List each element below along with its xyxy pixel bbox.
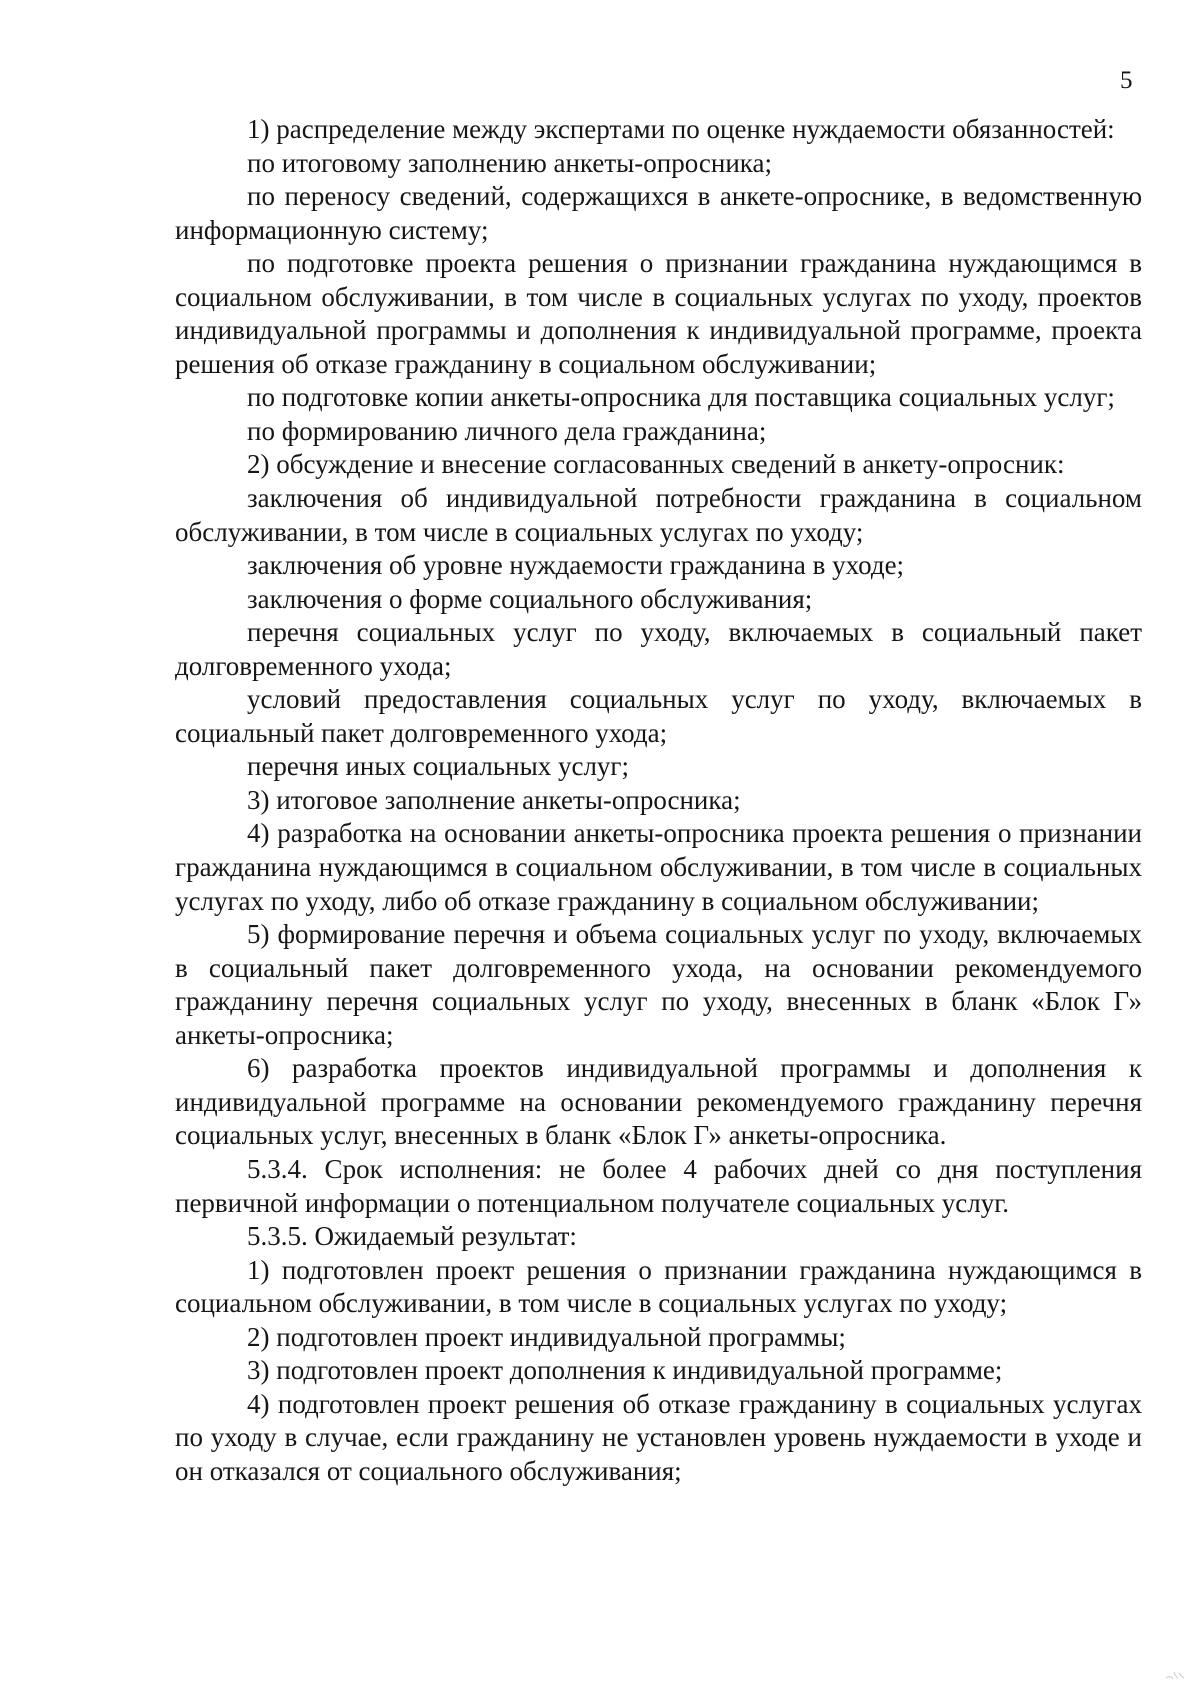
paragraph-3: по переносу сведений, содержащихся в анкете-опроснике, в ведомственную информационную систему; xyxy=(175,181,1142,245)
paragraph-16: 5) формирование перечня и объема социальных услуг по уходу, включаемых в социальный пакет долговременного ухода, на основании рекомендуемого гражданину перечня социальных услуг по уходу, внесенных в бланк «Блок Г» анкеты-опросника; xyxy=(175,919,1142,1050)
paragraph-6: по формированию личного дела гражданина; xyxy=(247,415,767,446)
paragraph-20: 1) подготовлен проект решения о признании гражданина нуждающимся в социальном обслуживании, в том числе в социальных услугах по уходу; xyxy=(175,1254,1142,1319)
paragraph-9: заключения об уровне нуждаемости гражданина в уходе; xyxy=(247,550,905,581)
paragraph-21: 2) подготовлен проект индивидуальной программы; xyxy=(247,1321,846,1352)
paragraph-18: 5.3.4. Срок исполнения: не более 4 рабочих дней со дня поступления первичной информации о потенциальном получателе социальных услуг. xyxy=(175,1153,1142,1218)
paragraph-1: 1) распределение между экспертами по оценке нуждаемости обязанностей: xyxy=(247,114,1115,144)
paragraph-2: по итоговому заполнению анкеты-опросника; xyxy=(247,147,772,178)
paragraph-10: заключения о форме социального обслуживания; xyxy=(247,583,813,614)
paragraph-19: 5.3.5. Ожидаемый результат: xyxy=(247,1221,577,1252)
paragraph-7: 2) обсуждение и внесение согласованных сведений в анкету-опросник: xyxy=(247,449,1065,480)
paragraph-14: 3) итоговое заполнение анкеты-опросника; xyxy=(247,784,741,815)
paragraph-4: по подготовке проекта решения о признании гражданина нуждающимся в социальном обслуживании, в том числе в социальных услугах по уходу, проектов индивидуальной программы и дополнения к индивидуальной программе, проекта решения об отказе гражданину в социальном обслуживании; xyxy=(175,248,1142,379)
paragraph-17: 6) разработка проектов индивидуальной программы и дополнения к индивидуальной программе на основании рекомендуемого гражданину перечня социальных услуг, внесенных в бланк «Блок Г» анкеты-опросника. xyxy=(175,1053,1142,1151)
paragraph-22: 3) подготовлен проект дополнения к индивидуальной программе; xyxy=(247,1355,1003,1386)
paragraph-13: перечня иных социальных услуг; xyxy=(247,751,629,782)
paragraph-8: заключения об индивидуальной потребности гражданина в социальном обслуживании, в том числе в социальных услугах по уходу; xyxy=(175,483,1142,547)
document-body xyxy=(175,113,1142,1488)
paragraph-23: 4) подготовлен проект решения об отказе гражданину в социальных услугах по уходу в случае, если гражданину не установлен уровень нуждаемости в уходе и он отказался от социального обслуживания; xyxy=(175,1388,1142,1486)
paragraph-12: условий предоставления социальных услуг по уходу, включаемых в социальный пакет долговременного ухода; xyxy=(175,684,1142,748)
paragraph-5: по подготовке копии анкеты-опросника для поставщика социальных услуг; xyxy=(247,382,1115,413)
paragraph-11: перечня социальных услуг по уходу, включаемых в социальный пакет долговременного ухода; xyxy=(175,617,1142,681)
scan-mark-icon xyxy=(1164,1668,1186,1682)
page-number: 5 xyxy=(1120,67,1133,94)
paragraph-15: 4) разработка на основании анкеты-опросника проекта решения о признании гражданина нуждающимся в социальном обслуживании, в том числе в социальных услугах по уходу, либо об отказе гражданину в социальном обслуживании; xyxy=(175,818,1142,916)
